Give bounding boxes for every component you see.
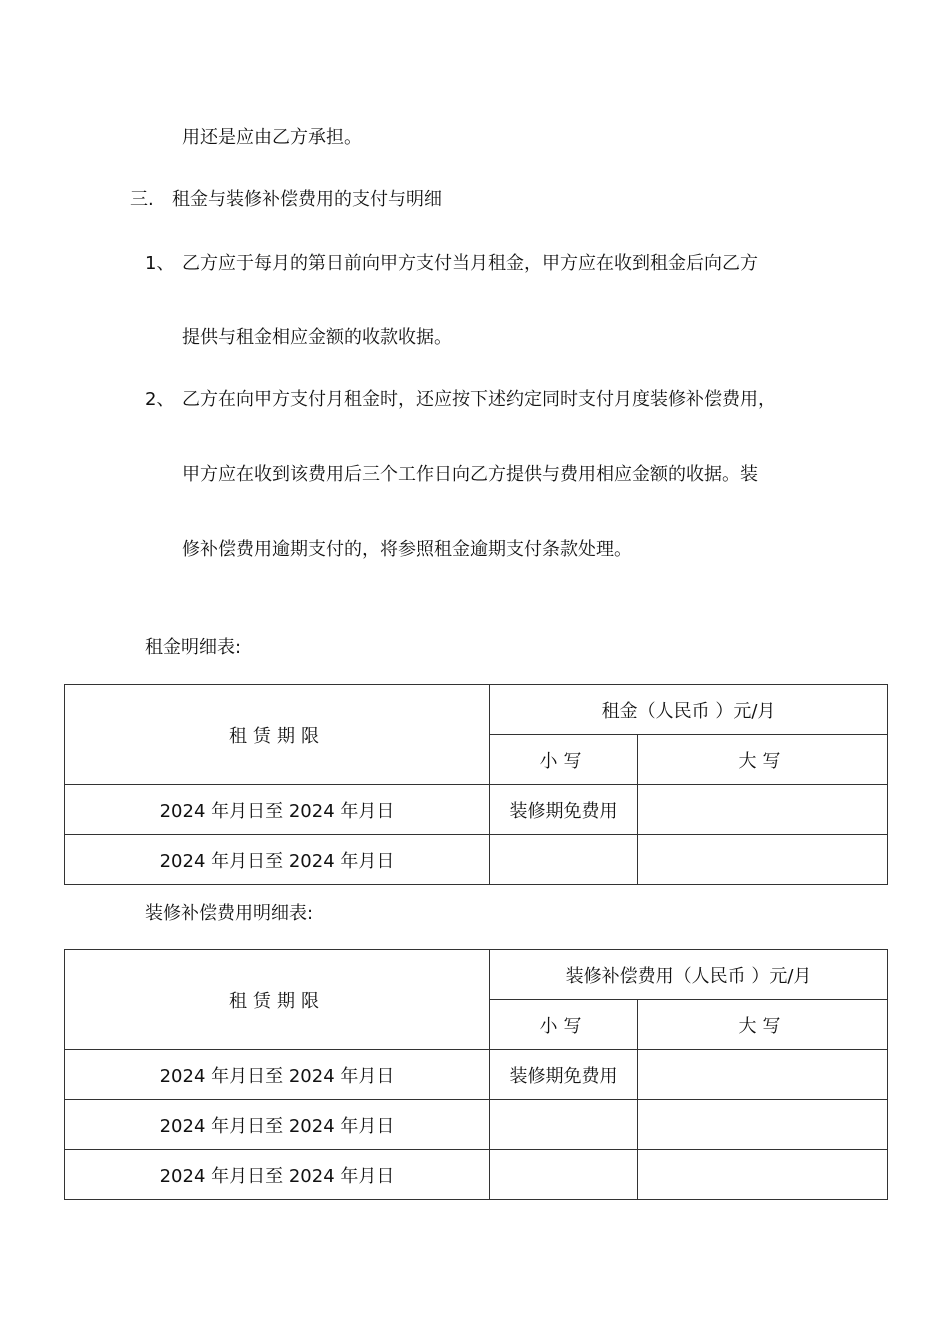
renovation-row-lower	[490, 1150, 638, 1200]
renovation-row-period: 2024 年月日至 2024 年月日	[65, 1150, 490, 1200]
rent-row-upper	[638, 835, 888, 885]
table-row	[65, 785, 888, 835]
renovation-col-lower: 小写	[490, 1000, 638, 1050]
renovation-col-amount: 装修补偿费用（人民币 ）元/月	[490, 950, 888, 1000]
rent-row-lower: 装修期免费用	[490, 785, 638, 835]
rent-row-period: 2024 年月日至 2024 年月日	[65, 785, 490, 835]
renovation-table	[64, 949, 888, 1200]
table-row	[65, 835, 888, 885]
table-row	[65, 1050, 888, 1100]
renovation-col-upper: 大写	[638, 1000, 888, 1050]
rent-row-period: 2024 年月日至 2024 年月日	[65, 835, 490, 885]
item-2-number: 2、	[145, 389, 175, 410]
renovation-col-period: 租赁期限	[65, 950, 490, 1050]
item-1-line-1: 乙方应于每月的第日前向甲方支付当月租金，甲方应在收到租金后向乙方	[182, 253, 758, 274]
renovation-row-lower: 装修期免费用	[490, 1050, 638, 1100]
table-row	[65, 1150, 888, 1200]
renovation-row-period: 2024 年月日至 2024 年月日	[65, 1050, 490, 1100]
rent-col-lower: 小写	[490, 735, 638, 785]
rent-table-caption: 租金明细表:	[145, 637, 242, 658]
renovation-row-upper	[638, 1150, 888, 1200]
item-2-line-3: 修补偿费用逾期支付的，将参照租金逾期支付条款处理。	[182, 539, 632, 560]
renovation-row-upper	[638, 1050, 888, 1100]
rent-col-amount: 租金（人民币 ）元/月	[490, 685, 888, 735]
table-row	[65, 1100, 888, 1150]
renovation-row-upper	[638, 1100, 888, 1150]
item-2-line-1: 乙方在向甲方支付月租金时，还应按下述约定同时支付月度装修补偿费用，	[182, 389, 776, 410]
renovation-table-caption: 装修补偿费用明细表:	[145, 903, 314, 924]
paragraph-continuation: 用还是应由乙方承担。	[182, 127, 362, 148]
section-3-number: 三.	[130, 189, 154, 210]
rent-row-upper	[638, 785, 888, 835]
section-3-title: 租金与装修补偿费用的支付与明细	[172, 189, 442, 210]
rent-col-upper: 大写	[638, 735, 888, 785]
renovation-row-lower	[490, 1100, 638, 1150]
item-1-number: 1、	[145, 253, 175, 274]
renovation-row-period: 2024 年月日至 2024 年月日	[65, 1100, 490, 1150]
item-2-line-2: 甲方应在收到该费用后三个工作日向乙方提供与费用相应金额的收据。装	[182, 464, 758, 485]
rent-col-period: 租赁期限	[65, 685, 490, 785]
rent-row-lower	[490, 835, 638, 885]
rent-table	[64, 684, 888, 885]
item-1-line-2: 提供与租金相应金额的收款收据。	[182, 327, 452, 348]
